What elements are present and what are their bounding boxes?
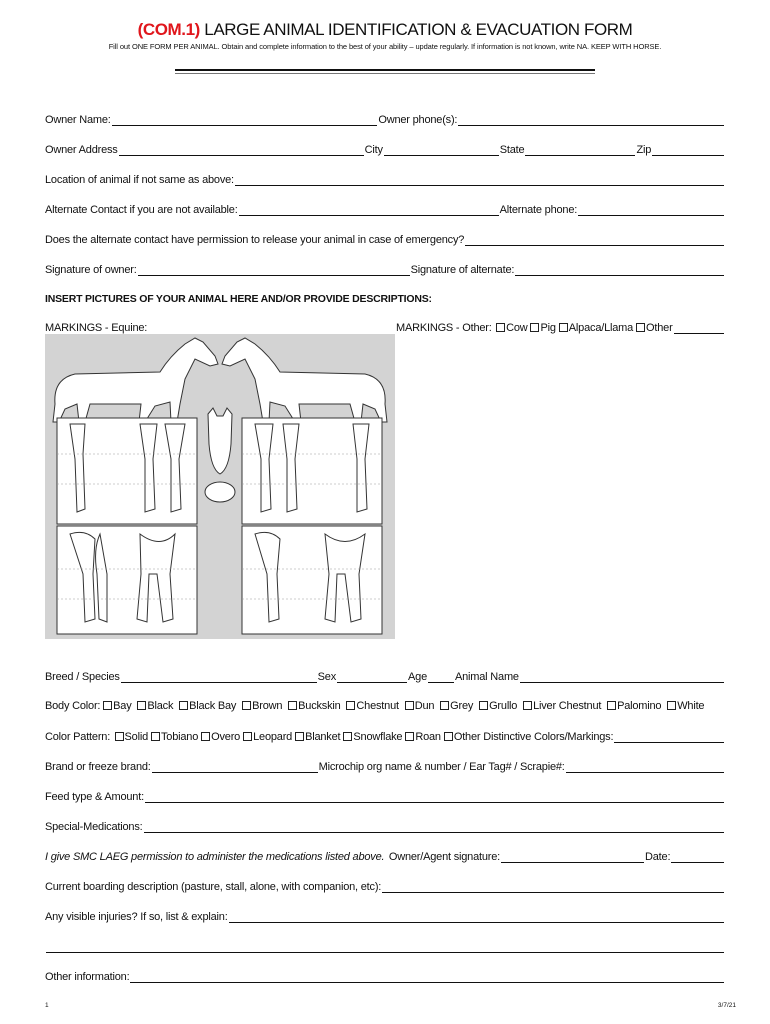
row-meds — [45, 819, 725, 833]
other-info-label: Other information: — [45, 971, 130, 983]
feed-field[interactable] — [145, 792, 724, 803]
city-label: City — [364, 144, 383, 156]
leopard-checkbox[interactable] — [243, 732, 252, 741]
chestnut-option: Chestnut — [356, 700, 399, 712]
header-rule-shadow — [175, 73, 595, 74]
owner-agent-sig-field[interactable] — [501, 852, 644, 863]
brown-option: Brown — [252, 700, 283, 712]
color-pattern-label: Color Pattern: — [45, 731, 111, 743]
alpaca-option: Alpaca/Llama — [568, 322, 634, 334]
blanket-option: Blanket — [305, 731, 341, 743]
overo-checkbox[interactable] — [201, 732, 210, 741]
location-label: Location of animal if not same as above: — [45, 174, 234, 186]
other-distinctive-checkbox[interactable] — [444, 732, 453, 741]
snowflake-checkbox[interactable] — [343, 732, 352, 741]
leopard-option: Leopard — [253, 731, 293, 743]
owner-agent-sig-label: Owner/Agent signature: — [388, 851, 501, 863]
solid-option: Solid — [124, 731, 148, 743]
alpaca-checkbox[interactable] — [559, 323, 568, 332]
markings-other-label: MARKINGS - Other: — [396, 322, 492, 334]
white-option: White — [677, 700, 705, 712]
row-other-info — [45, 969, 725, 983]
row-consent — [45, 849, 725, 863]
animal-name-label: Animal Name — [455, 671, 519, 683]
body-color-label: Body Color: — [45, 700, 101, 712]
animal-name-field[interactable] — [520, 672, 724, 683]
dun-checkbox[interactable] — [405, 701, 414, 710]
sig-alt-label: Signature of alternate: — [410, 264, 515, 276]
owner-name-label: Owner Name: — [45, 114, 111, 126]
buckskin-checkbox[interactable] — [288, 701, 297, 710]
bay-checkbox[interactable] — [103, 701, 112, 710]
cow-option: Cow — [506, 322, 528, 334]
meds-field[interactable] — [144, 822, 725, 833]
roan-checkbox[interactable] — [405, 732, 414, 741]
chestnut-checkbox[interactable] — [346, 701, 355, 710]
revision-date: 3/7/21 — [717, 1002, 736, 1009]
row-boarding — [45, 879, 725, 893]
alt-phone-label: Alternate phone: — [499, 204, 578, 216]
state-label: State — [499, 144, 525, 156]
row-signatures — [45, 262, 725, 276]
grullo-checkbox[interactable] — [479, 701, 488, 710]
row-owner — [45, 112, 725, 126]
sex-label: Sex — [317, 671, 337, 683]
alt-contact-label: Alternate Contact if you are not available: — [45, 204, 238, 216]
row-location — [45, 172, 725, 186]
other-checkbox[interactable] — [636, 323, 645, 332]
alt-phone-field[interactable] — [578, 205, 724, 216]
snowflake-option: Snowflake — [353, 731, 403, 743]
solid-checkbox[interactable] — [115, 732, 124, 741]
white-checkbox[interactable] — [667, 701, 676, 710]
row-breed — [45, 669, 725, 683]
equine-markings-diagram[interactable] — [45, 334, 395, 639]
row-address — [45, 142, 725, 156]
date-field[interactable] — [671, 852, 724, 863]
other-option: Other — [646, 322, 673, 334]
sig-owner-field[interactable] — [138, 265, 410, 276]
grey-checkbox[interactable] — [440, 701, 449, 710]
boarding-label: Current boarding description (pasture, stall, alone, with companion, etc): — [45, 881, 382, 893]
city-field[interactable] — [384, 145, 499, 156]
black-bay-option: Black Bay — [189, 700, 237, 712]
location-field[interactable] — [235, 175, 724, 186]
age-label: Age — [408, 671, 427, 683]
owner-address-label: Owner Address — [45, 144, 118, 156]
palomino-option: Palomino — [617, 700, 662, 712]
row-injuries-extra — [45, 939, 725, 953]
sig-owner-label: Signature of owner: — [45, 264, 137, 276]
black-option: Black — [147, 700, 174, 712]
overo-option: Overo — [211, 731, 241, 743]
owner-phone-field[interactable] — [458, 115, 724, 126]
brand-field[interactable] — [152, 762, 318, 773]
liver-chestnut-option: Liver Chestnut — [533, 700, 602, 712]
form-instructions: Fill out ONE FORM PER ANIMAL. Obtain and complete information to the best of your ability – update regularly. If information is not known, write NA. KEEP WITH HORSE. — [108, 42, 662, 51]
row-color-pattern — [45, 729, 725, 743]
black-bay-checkbox[interactable] — [179, 701, 188, 710]
row-feed — [45, 789, 725, 803]
zip-field[interactable] — [652, 145, 724, 156]
liver-chestnut-checkbox[interactable] — [523, 701, 532, 710]
form-title-text: LARGE ANIMAL IDENTIFICATION & EVACUATION FORM — [204, 20, 633, 39]
breed-label: Breed / Species — [45, 671, 120, 683]
row-brand — [45, 759, 725, 773]
injuries-label: Any visible injuries? If so, list & explain: — [45, 911, 228, 923]
owner-name-field[interactable] — [112, 115, 378, 126]
grullo-option: Grullo — [489, 700, 518, 712]
horse-outline-icon — [45, 334, 395, 639]
row-permission — [45, 232, 725, 246]
markings-equine-label: MARKINGS - Equine: — [45, 322, 148, 334]
sex-field[interactable] — [337, 672, 407, 683]
brand-label: Brand or freeze brand: — [45, 761, 151, 773]
page-number: 1 — [45, 1002, 49, 1009]
header-rule — [175, 69, 595, 71]
cow-checkbox[interactable] — [496, 323, 505, 332]
permission-label: Does the alternate contact have permission to release your animal in case of emergency? — [45, 234, 465, 246]
palomino-checkbox[interactable] — [607, 701, 616, 710]
buckskin-option: Buckskin — [298, 700, 341, 712]
zip-label: Zip — [636, 144, 652, 156]
row-injuries — [45, 909, 725, 923]
pig-option: Pig — [540, 322, 556, 334]
alt-contact-field[interactable] — [239, 205, 499, 216]
other-distinctive-option: Other Distinctive Colors/Markings: — [453, 731, 614, 743]
pictures-heading: INSERT PICTURES OF YOUR ANIMAL HERE AND/OR PROVIDE DESCRIPTIONS: — [45, 293, 432, 305]
roan-option: Roan — [415, 731, 441, 743]
tobiano-option: Tobiano — [161, 731, 199, 743]
bay-option: Bay — [113, 700, 132, 712]
injuries-field[interactable] — [229, 912, 724, 923]
brown-checkbox[interactable] — [242, 701, 251, 710]
tobiano-checkbox[interactable] — [151, 732, 160, 741]
dun-option: Dun — [414, 700, 435, 712]
other-distinctive-field[interactable] — [614, 732, 724, 743]
owner-phone-label: Owner phone(s): — [378, 114, 458, 126]
owner-address-field[interactable] — [119, 145, 364, 156]
meds-label: Special-Medications: — [45, 821, 143, 833]
microchip-field[interactable] — [566, 762, 724, 773]
row-markings-other — [396, 320, 725, 334]
pig-checkbox[interactable] — [530, 323, 539, 332]
microchip-label: Microchip org name & number / Ear Tag# / Scrapie#: — [318, 761, 565, 773]
form-code: (COM.1) — [137, 20, 200, 39]
form-title — [0, 20, 770, 40]
black-checkbox[interactable] — [137, 701, 146, 710]
sig-alt-field[interactable] — [515, 265, 724, 276]
other-field[interactable] — [674, 323, 724, 334]
grey-option: Grey — [450, 700, 474, 712]
feed-label: Feed type & Amount: — [45, 791, 144, 803]
injuries-field-extra[interactable] — [46, 942, 724, 953]
breed-field[interactable] — [121, 672, 317, 683]
date-label: Date: — [645, 851, 671, 863]
age-field[interactable] — [428, 672, 454, 683]
blanket-checkbox[interactable] — [295, 732, 304, 741]
other-info-field[interactable] — [130, 972, 724, 983]
row-alt-contact — [45, 202, 725, 216]
state-field[interactable] — [525, 145, 635, 156]
consent-text: I give SMC LAEG permission to administer the medications listed above. — [45, 851, 385, 863]
body-color-row — [45, 700, 704, 712]
boarding-field[interactable] — [382, 882, 724, 893]
permission-field[interactable] — [465, 235, 724, 246]
